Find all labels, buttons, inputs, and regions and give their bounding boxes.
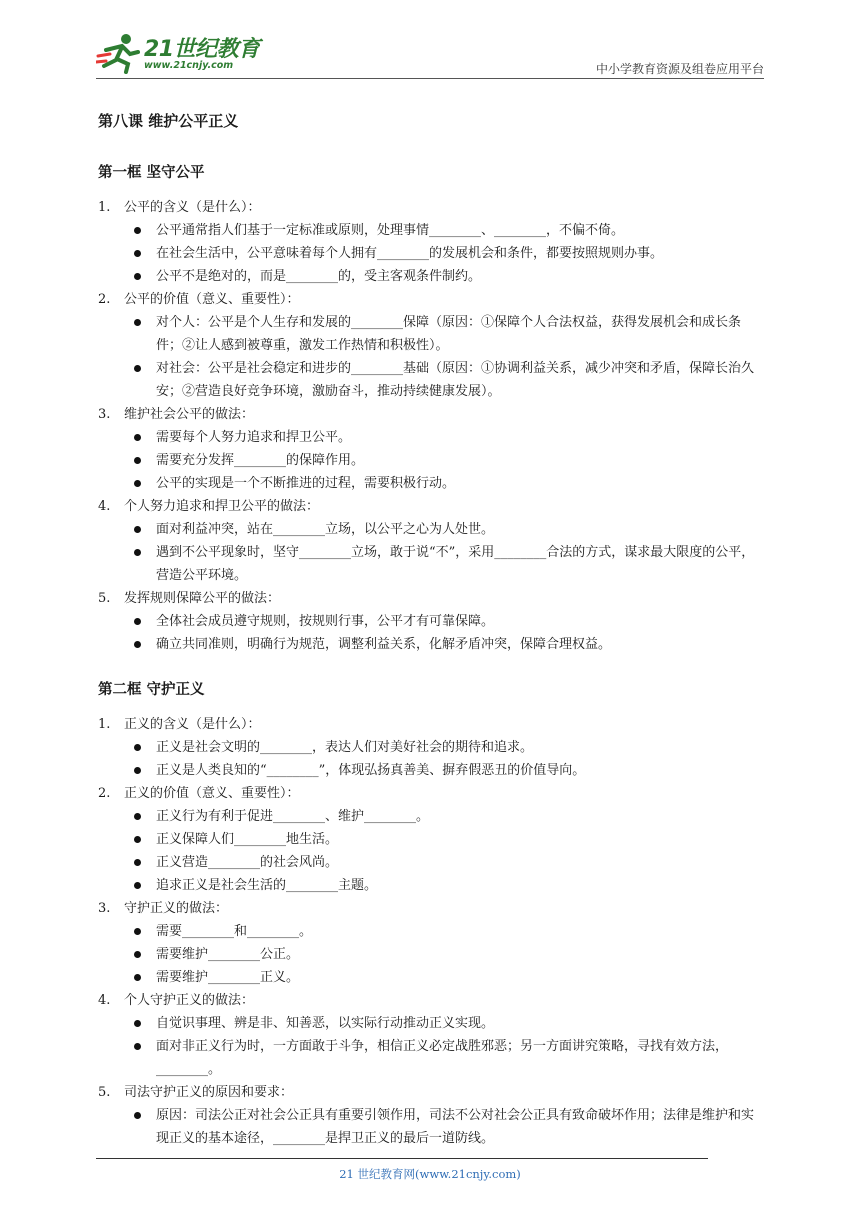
- bullet-item: [124, 759, 764, 782]
- point-number: 2.: [98, 292, 111, 307]
- frame-title: 第二框 守护正义: [98, 682, 205, 698]
- frame-section: [98, 161, 764, 656]
- bullet-text: 原因：司法公正对社会公正具有重要引领作用，司法不公对社会公正具有致命破坏作用；法律是维护和实现正义的基本途径，________是捍卫正义的最后一道防线。: [156, 1108, 755, 1146]
- bullet-list: [124, 610, 764, 656]
- point-heading: 维护社会公平的做法：: [124, 407, 255, 422]
- bullet-item: [124, 265, 764, 288]
- bullet-text: 追求正义是社会生活的________主题。: [156, 878, 378, 893]
- bullet-item: [124, 219, 764, 242]
- point-heading: 公平的价值（意义、重要性）：: [124, 292, 300, 307]
- bullet-dot-icon: [134, 641, 141, 648]
- bullet-text: 全体社会成员遵守规则，按规则行事，公平才有可靠保障。: [156, 614, 495, 629]
- bullet-dot-icon: [134, 882, 141, 889]
- bullet-dot-icon: [134, 365, 141, 372]
- bullet-dot-icon: [134, 227, 141, 234]
- point-item: [98, 495, 764, 587]
- bullet-item: [124, 426, 764, 449]
- bullet-item: [124, 920, 764, 943]
- bullet-text: 面对利益冲突，站在________立场，以公平之心为人处世。: [156, 522, 495, 537]
- point-number: 4.: [98, 993, 111, 1008]
- point-number: 1.: [98, 200, 111, 215]
- bullet-text: 公平的实现是一个不断推进的过程，需要积极行动。: [156, 476, 456, 491]
- bullet-text: 需要充分发挥________的保障作用。: [156, 453, 365, 468]
- bullet-dot-icon: [134, 457, 141, 464]
- bullet-dot-icon: [134, 1020, 141, 1027]
- bullet-item: [124, 311, 764, 357]
- point-list: [98, 196, 764, 656]
- bullet-dot-icon: [134, 273, 141, 280]
- bullet-dot-icon: [134, 951, 141, 958]
- bullet-dot-icon: [134, 434, 141, 441]
- bullet-dot-icon: [134, 974, 141, 981]
- bullet-item: [124, 541, 764, 587]
- bullet-item: [124, 1012, 764, 1035]
- frame-title: 第一框 坚守公平: [98, 165, 205, 181]
- bullet-text: 需要每个人努力追求和捍卫公平。: [156, 430, 352, 445]
- bullet-dot-icon: [134, 744, 141, 751]
- bullet-item: [124, 828, 764, 851]
- bullet-text: 面对非正义行为时，一方面敢于斗争，相信正义必定战胜邪恶；另一方面讲究策略，寻找有效方法，________。: [156, 1039, 729, 1077]
- platform-tagline: 中小学教育资源及组卷应用平台: [595, 62, 764, 76]
- bullet-text: 自觉识事理、辨是非、知善恶，以实际行动推动正义实现。: [156, 1016, 495, 1031]
- bullet-dot-icon: [134, 859, 141, 866]
- bullet-item: [124, 449, 764, 472]
- bullet-list: [124, 920, 764, 989]
- point-number: 5.: [98, 1085, 111, 1100]
- point-heading: 发挥规则保障公平的做法：: [124, 591, 281, 606]
- site-logo[interactable]: [96, 30, 266, 78]
- bullet-text: 需要维护________公正。: [156, 947, 300, 962]
- bullet-list: [124, 311, 764, 403]
- bullet-text: 正义行为有利于促进________、维护________。: [156, 809, 430, 824]
- bullet-text: 遇到不公平现象时，坚守________立场，敢于说“不”，采用________合法的方式，谋求最大限度的公平，营造公平环境。: [156, 545, 755, 583]
- bullet-item: [124, 874, 764, 897]
- bullet-item: [124, 1035, 764, 1081]
- bullet-text: 对社会：公平是社会稳定和进步的________基础（原因：①协调利益关系，减少冲突和矛盾，保障长治久安；②营造良好竞争环境，激励奋斗，推动持续健康发展）。: [156, 361, 755, 399]
- point-heading: 个人守护正义的做法：: [124, 993, 255, 1008]
- logo-text: 21世纪教育: [144, 37, 260, 62]
- bullet-item: [124, 518, 764, 541]
- bullet-dot-icon: [134, 1112, 141, 1119]
- bullet-dot-icon: [134, 526, 141, 533]
- frames-container: [98, 161, 764, 1150]
- bullet-text: 需要维护________正义。: [156, 970, 300, 985]
- point-heading: 正义的含义（是什么）：: [124, 717, 261, 732]
- bullet-item: [124, 805, 764, 828]
- bullet-text: 正义保障人们________地生活。: [156, 832, 339, 847]
- bullet-dot-icon: [134, 928, 141, 935]
- bullet-list: [124, 219, 764, 288]
- bullet-dot-icon: [134, 1043, 141, 1050]
- point-list: [98, 713, 764, 1150]
- point-number: 3.: [98, 407, 111, 422]
- running-figure-icon: [96, 32, 142, 74]
- bullet-list: [124, 736, 764, 782]
- bullet-text: 需要________和________。: [156, 924, 313, 939]
- lesson-title: 第八课 维护公平正义: [98, 112, 239, 130]
- point-number: 2.: [98, 786, 111, 801]
- header-divider: [96, 78, 764, 79]
- point-item: [98, 288, 764, 403]
- bullet-dot-icon: [134, 813, 141, 820]
- bullet-item: [124, 943, 764, 966]
- bullet-item: [124, 242, 764, 265]
- bullet-item: [124, 472, 764, 495]
- bullet-text: 确立共同准则，明确行为规范，调整利益关系，化解矛盾冲突，保障合理权益。: [156, 637, 612, 652]
- point-number: 3.: [98, 901, 111, 916]
- point-number: 1.: [98, 717, 111, 732]
- bullet-list: [124, 1012, 764, 1081]
- footer-divider: [96, 1158, 708, 1159]
- bullet-text: 正义是人类良知的“________”，体现弘扬真善美、摒弃假恶丑的价值导向。: [156, 763, 586, 778]
- bullet-list: [124, 805, 764, 897]
- point-item: [98, 713, 764, 782]
- bullet-dot-icon: [134, 319, 141, 326]
- point-heading: 正义的价值（意义、重要性）：: [124, 786, 300, 801]
- bullet-dot-icon: [134, 767, 141, 774]
- point-item: [98, 989, 764, 1081]
- frame-section: [98, 678, 764, 1150]
- bullet-item: [124, 633, 764, 656]
- bullet-list: [124, 1104, 764, 1150]
- bullet-text: 在社会生活中，公平意味着每个人拥有________的发展机会和条件，都要按照规则办事。: [156, 246, 664, 261]
- bullet-list: [124, 426, 764, 495]
- page-header: [96, 30, 764, 78]
- point-heading: 个人努力追求和捍卫公平的做法：: [124, 499, 320, 514]
- bullet-item: [124, 357, 764, 403]
- bullet-item: [124, 851, 764, 874]
- bullet-item: [124, 610, 764, 633]
- point-item: [98, 403, 764, 495]
- point-item: [98, 897, 764, 989]
- logo-url: www.21cnjy.com: [144, 60, 234, 71]
- bullet-item: [124, 966, 764, 989]
- point-number: 5.: [98, 591, 111, 606]
- bullet-dot-icon: [134, 836, 141, 843]
- point-heading: 公平的含义（是什么）：: [124, 200, 261, 215]
- bullet-text: 正义是社会文明的________，表达人们对美好社会的期待和追求。: [156, 740, 534, 755]
- bullet-item: [124, 736, 764, 759]
- bullet-dot-icon: [134, 250, 141, 257]
- bullet-text: 公平通常指人们基于一定标准或原则，处理事情________、________，不偏不倚。: [156, 223, 625, 238]
- bullet-item: [124, 1104, 764, 1150]
- bullet-dot-icon: [134, 480, 141, 487]
- bullet-text: 对个人：公平是个人生存和发展的________保障（原因：①保障个人合法权益，获得发展机会和成长条件；②让人感到被尊重，激发工作热情和积极性）。: [156, 315, 742, 353]
- point-item: [98, 587, 764, 656]
- point-item: [98, 782, 764, 897]
- point-heading: 司法守护正义的原因和要求：: [124, 1085, 294, 1100]
- point-item: [98, 1081, 764, 1150]
- point-item: [98, 196, 764, 288]
- point-number: 4.: [98, 499, 111, 514]
- bullet-text: 正义营造________的社会风尚。: [156, 855, 339, 870]
- bullet-text: 公平不是绝对的，而是________的，受主客观条件制约。: [156, 269, 482, 284]
- bullet-list: [124, 518, 764, 587]
- bullet-dot-icon: [134, 549, 141, 556]
- document-body: [98, 110, 764, 1172]
- footer-text[interactable]: 21 世纪教育网(www.21cnjy.com): [339, 1167, 521, 1181]
- point-heading: 守护正义的做法：: [124, 901, 229, 916]
- bullet-dot-icon: [134, 618, 141, 625]
